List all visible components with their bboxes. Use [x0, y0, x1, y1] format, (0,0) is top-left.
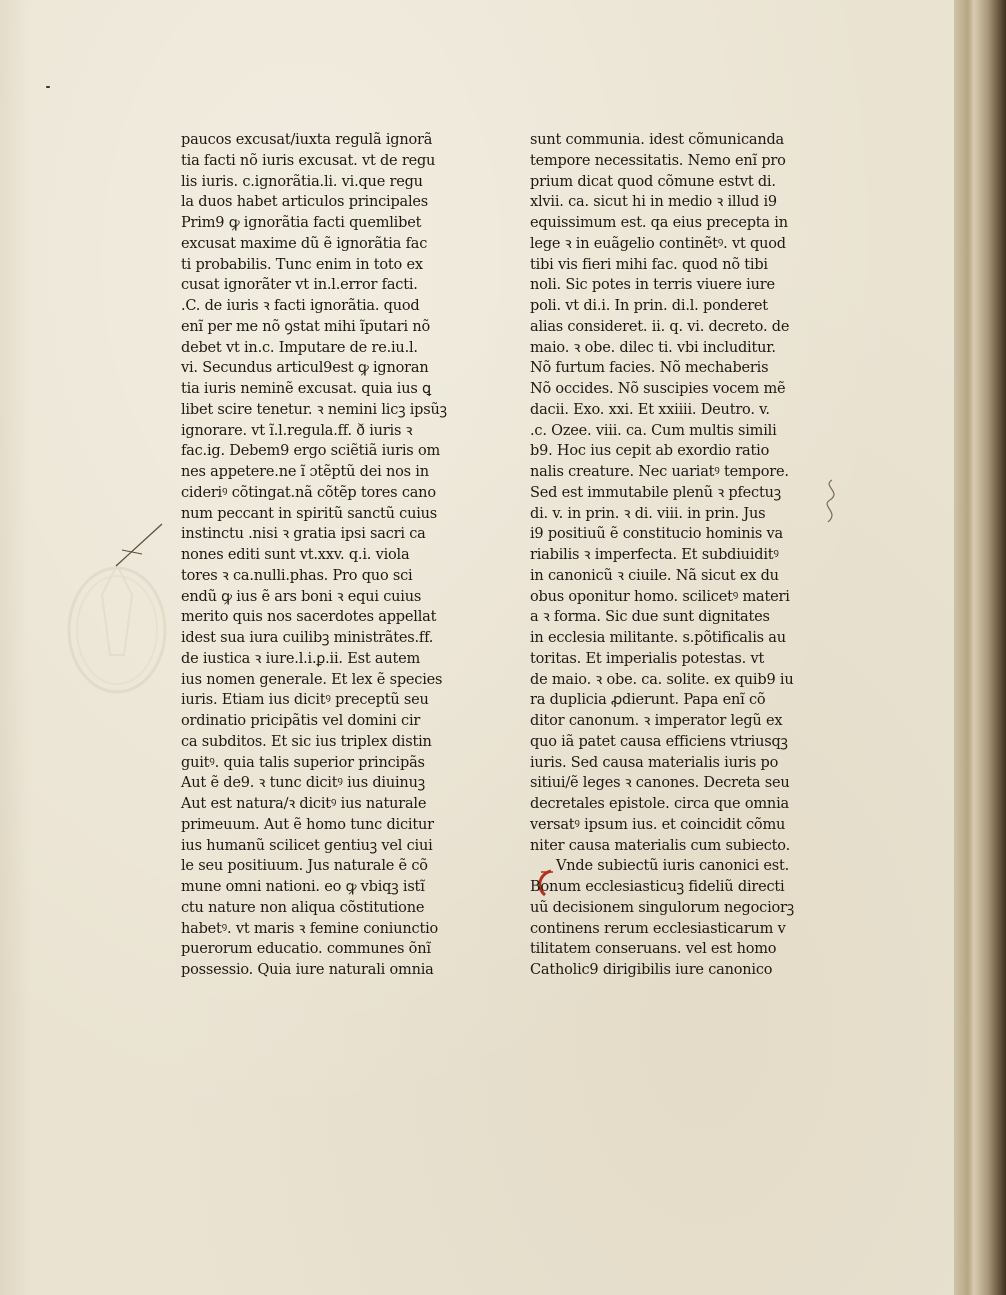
text-line: decretales epistole. circa que omnia	[530, 796, 789, 812]
paper-speck	[46, 86, 50, 88]
text-line: iuris. Sed causa materialis iuris po	[530, 754, 779, 771]
text-line: ca subditos. Et sic ius triplex distin	[181, 733, 432, 750]
text-line: di. v. in prin. ꝛ di. viii. in prin. Jus	[530, 505, 766, 522]
text-line: xlvii. ca. sicut hi in medio ꝛ illud i9	[530, 194, 777, 211]
text-line: sunt communia. idest cõmunicanda	[530, 132, 785, 148]
text-line: sitiui/ẽ leges ꝛ canones. Decreta seu	[530, 775, 790, 792]
text-line: i9 positiuũ ẽ constitucio hominis va	[530, 526, 783, 543]
text-line: maio. ꝛ obe. dilec ti. vbi includitur.	[530, 339, 776, 356]
text-line: poli. vt di.i. In prin. di.l. ponderet	[530, 298, 768, 314]
text-line: cusat ignorãter vt in.l.error facti.	[181, 277, 418, 294]
text-line: paucos excusat/iuxta regulã ignorã	[181, 132, 433, 148]
text-line: in ecclesia militante. s.põtificalis au	[530, 630, 786, 646]
text-line: fac.ig. Debem9 ergo sciẽtiã iuris om	[181, 443, 441, 460]
text-line: dacii. Exo. xxi. Et xxiiii. Deutro. v.	[530, 401, 770, 418]
text-line: obus oponitur homo. scilicetꝰ materi	[530, 588, 790, 605]
text-line: ordinatio pricipãtis vel domini cir	[181, 713, 421, 729]
text-line: ditor canonum. ꝛ imperator legũ ex	[530, 713, 783, 729]
text-line: Bonum ecclesiasticuꝫ fideliũ directi	[530, 879, 785, 895]
text-line: toritas. Et imperialis potestas. vt	[530, 650, 765, 667]
text-line: idest sua iura cuilibꝫ ministrãtes.ff.	[181, 630, 434, 646]
text-line: Catholic9 dirigibilis iure canonico	[530, 962, 773, 978]
text-line: continens rerum ecclesiasticarum v	[530, 920, 786, 937]
text-line: Aut est natura/ꝛ dicitꝰ ius naturale	[181, 796, 427, 812]
text-line: iuris. Etiam ius dicitꝰ preceptũ seu	[181, 692, 429, 709]
text-line: Vnde subiectũ iuris canonici est.	[556, 858, 790, 875]
text-line: possessio. Quia iure naturali omnia	[181, 962, 434, 978]
binding-edge	[954, 0, 1006, 1295]
text-line: enĩ per me nõ ꝯstat mihi ĩputari nõ	[181, 318, 430, 335]
text-line: a ꝛ forma. Sic due sunt dignitates	[530, 609, 770, 626]
text-line: tilitatem conseruans. vel est homo	[530, 941, 777, 958]
text-line: quo iã patet causa efficiens vtriusqꝫ	[530, 733, 788, 750]
text-line: lege ꝛ in euãgelio continẽtꝰ. vt quod	[530, 235, 786, 252]
text-line: tores ꝛ ca.nulli.phas. Pro quo sci	[181, 567, 413, 584]
text-line: prium dicat quod cõmune estvt di.	[530, 173, 776, 190]
text-line: equissimum est. qa eius precepta in	[530, 215, 788, 231]
text-line: riabilis ꝛ imperfecta. Et subdiuiditꝰ	[530, 547, 779, 563]
text-line: de iustica ꝛ iure.l.i.ꝑ.ii. Est autem	[181, 650, 421, 667]
text-line: Prim9 ꝙ ignorãtia facti quemlibet	[181, 215, 422, 231]
text-line: b9. Hoc ius cepit ab exordio ratio	[530, 443, 770, 460]
right-text-column	[530, 130, 822, 981]
text-line: merito quis nos sacerdotes appellat	[181, 609, 437, 626]
text-line: alias consideret. ii. q. vi. decreto. de	[530, 318, 790, 335]
text-line: instinctu .nisi ꝛ gratia ipsi sacri ca	[181, 526, 426, 543]
text-line: mune omni nationi. eo ꝙ vbiqꝫ istĩ	[181, 879, 425, 895]
text-line: ctu nature non aliqua cõstitutione	[181, 899, 425, 916]
text-line: tempore necessitatis. Nemo enĩ pro	[530, 152, 786, 169]
text-line: Aut ẽ de9. ꝛ tunc dicitꝰ ius diuinuꝫ	[181, 775, 425, 792]
text-line: endũ ꝙ ius ẽ ars boni ꝛ equi cuius	[181, 588, 422, 605]
text-line: Sed est immutabile plenũ ꝛ pfectuꝫ	[530, 484, 781, 501]
text-line: noli. Sic potes in terris viuere iure	[530, 277, 775, 294]
text-line: nes appetere.ne ĩ ɔtẽptũ dei nos in	[181, 464, 429, 480]
text-line: primeuum. Aut ẽ homo tunc dicitur	[181, 816, 434, 833]
text-line: ti probabilis. Tunc enim in toto ex	[181, 256, 423, 273]
text-line: le seu positiuum. Jus naturale ẽ cõ	[181, 858, 428, 875]
text-line: lis iuris. c.ignorãtia.li. vi.que regu	[181, 173, 423, 190]
text-line: niter causa materialis cum subiecto.	[530, 837, 790, 854]
margin-flourish-mark	[818, 478, 848, 526]
text-line: vi. Secundus articul9est ꝙ ignoran	[181, 360, 429, 377]
text-line: tia iuris neminẽ excusat. quia ius ꝗ	[181, 381, 432, 397]
text-line: uũ decisionem singulorum negociorꝫ	[530, 899, 794, 916]
text-line: ius humanũ scilicet gentiuꝫ vel ciui	[181, 837, 433, 854]
text-line: cideriꝰ cõtingat.nã cõtẽp tores cano	[181, 484, 436, 501]
text-line: versatꝰ ipsum ius. et coincidit cõmu	[530, 816, 786, 833]
text-line: nones editi sunt vt.xxv. q.i. viola	[181, 547, 410, 563]
margin-pen-stroke	[112, 520, 168, 570]
text-line: de maio. ꝛ obe. ca. solite. ex quib9 iu	[530, 671, 794, 688]
text-line: .c. Ozee. viii. ca. Cum multis simili	[530, 422, 777, 439]
text-line: Nõ occides. Nõ suscipies vocem mẽ	[530, 381, 786, 397]
text-line: ius nomen generale. Et lex ẽ species	[181, 671, 443, 688]
text-line: ignorare. vt ĩ.l.regula.ff. ð iuris ꝛ	[181, 422, 413, 439]
text-line: debet vt in.c. Imputare de re.iu.l.	[181, 339, 418, 356]
text-line: libet scire tenetur. ꝛ nemini licꝫ ipsũꝫ	[181, 401, 447, 418]
text-line: num peccant in spiritũ sanctũ cuius	[181, 505, 438, 522]
text-line: la duos habet articulos principales	[181, 194, 429, 211]
text-line: tia facti nõ iuris excusat. vt de regu	[181, 152, 436, 169]
text-line: puerorum educatio. communes õnĩ	[181, 941, 431, 958]
text-line: ra duplicia ꝓdierunt. Papa enĩ cõ	[530, 692, 766, 709]
text-line: guitꝰ. quia talis superior principãs	[181, 754, 425, 771]
text-line: Nõ furtum facies. Nõ mechaberis	[530, 360, 769, 377]
text-line: .C. de iuris ꝛ facti ignorãtia. quod	[181, 298, 420, 314]
text-line: in canonicũ ꝛ ciuile. Nã sicut ex du	[530, 567, 779, 584]
text-line: tibi vis fieri mihi fac. quod nõ tibi	[530, 256, 768, 273]
text-line: nalis creature. Nec uariatꝰ tempore.	[530, 464, 789, 480]
text-line: excusat maxime dũ ẽ ignorãtia fac	[181, 235, 428, 252]
left-text-column	[181, 130, 473, 981]
text-line: habetꝰ. vt maris ꝛ femine coniunctio	[181, 920, 439, 937]
